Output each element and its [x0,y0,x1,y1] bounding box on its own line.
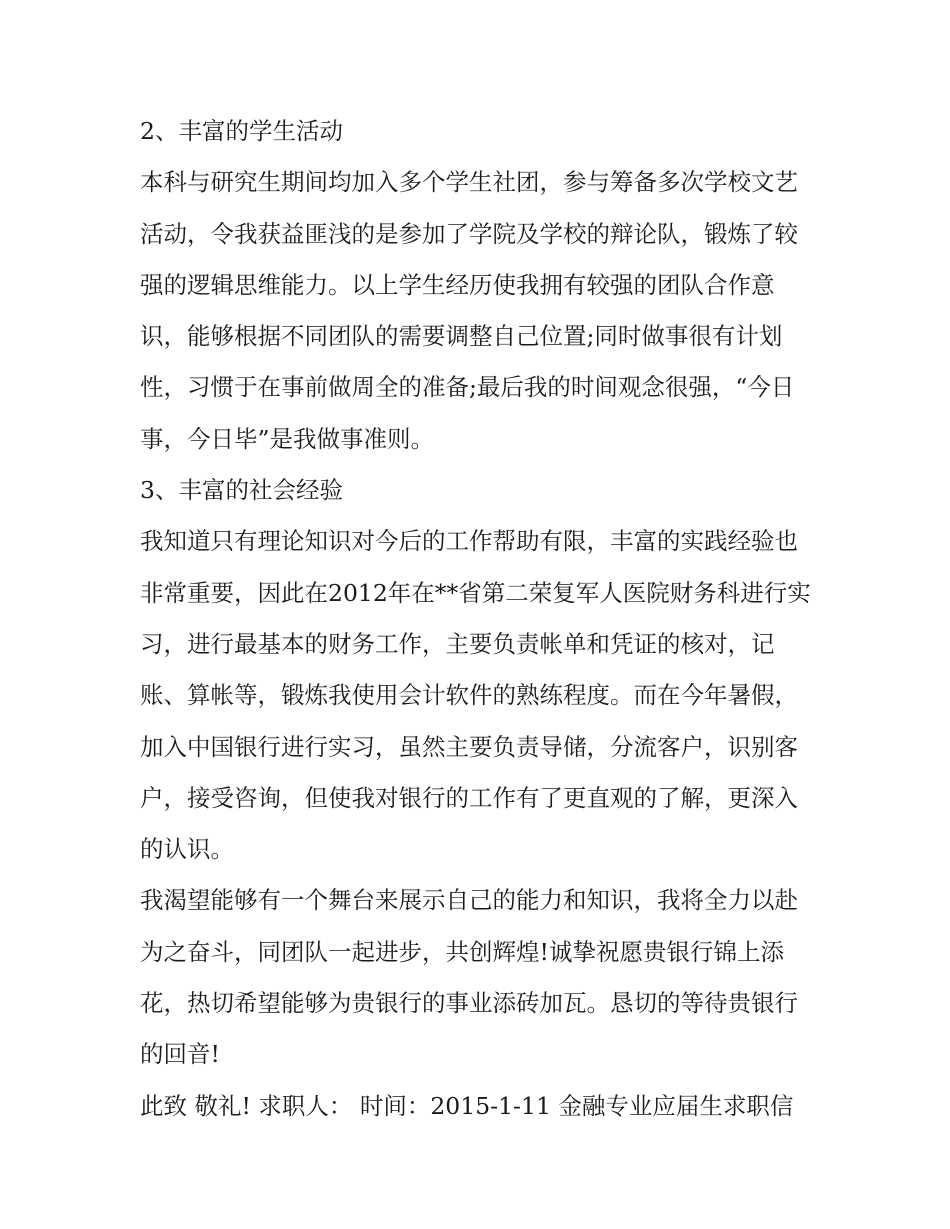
signoff-line: 此致 敬礼! 求职人： 时间：2015-1-11 金融专业应届生求职信 [140,1091,794,1120]
document-body [140,106,820,1132]
section-3-body: 我知道只有理论知识对今后的工作帮助有限，丰富的实践经验也非常重要，因此在2012年在**省第二荣复军人医院财务科进行实习，进行最基本的财务工作，主要负责帐单和凭证的核对，记账、算帐等，锻炼我使用会计软件的熟练程度。而在今年暑假，加入中国银行进行实习，虽然主要负责导储，分流客户，识别客户，接受咨询，但使我对银行的工作有了更直观的了解，更深入的认识。 [140,527,811,864]
section-2-heading: 2、丰富的学生活动 [140,117,343,145]
section-3-heading: 3、丰富的社会经验 [140,476,343,505]
section-2-body: 本科与研究生期间均加入多个学生社团，参与筹备多次学校文艺活动，令我获益匪浅的是参加了学院及学校的辩论队，锻炼了较强的逻辑思维能力。以上学生经历使我拥有较强的团队合作意识，能够根据不同团队的需要调整自己位置;同时做事很有计划性，习惯于在事前做周全的准备;最后我的时间观念很强，“今日事，今日毕”是我做事准则。 [140,168,798,453]
closing-paragraph: 我渴望能够有一个舞台来展示自己的能力和知识，我将全力以赴为之奋斗，同团队一起进步，共创辉煌!诚挚祝愿贵银行锦上添花，热切希望能够为贵银行的事业添砖加瓦。恳切的等待贵银行的回音! [140,886,798,1069]
